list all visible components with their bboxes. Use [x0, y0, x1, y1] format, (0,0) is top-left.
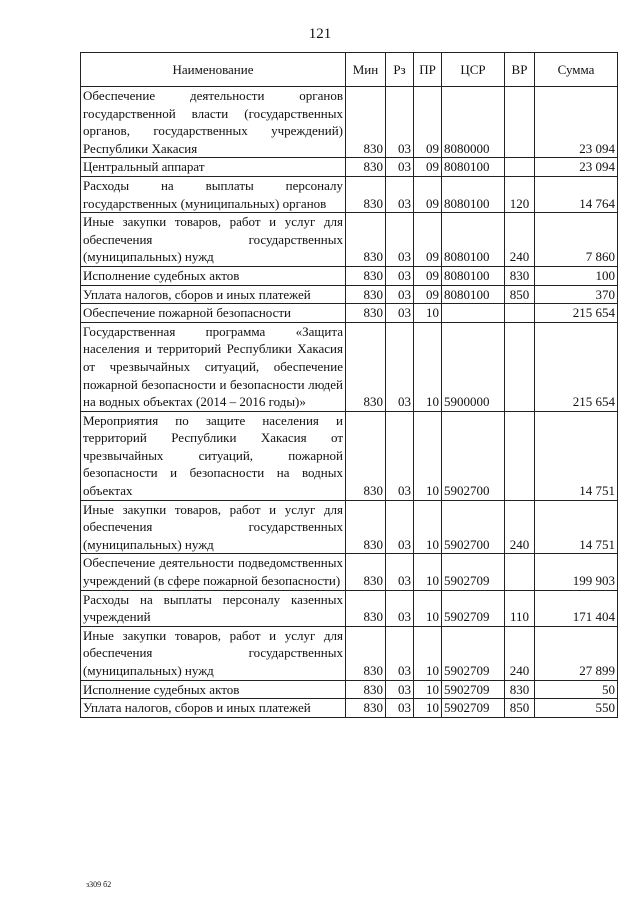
- cell-min: 830: [346, 322, 386, 411]
- cell-csr: 8080100: [442, 213, 505, 267]
- table-row: [81, 87, 618, 158]
- cell-sum: 171 404: [535, 590, 618, 626]
- cell-pr: 09: [414, 213, 442, 267]
- table-body: [81, 87, 618, 718]
- cell-name: Расходы на выплаты персоналу казенных учреждений: [81, 590, 346, 626]
- table-row: [81, 699, 618, 718]
- cell-rz: 03: [386, 554, 414, 590]
- budget-table: [80, 52, 618, 718]
- cell-rz: 03: [386, 213, 414, 267]
- header-csr: ЦСР: [442, 53, 505, 87]
- cell-rz: 03: [386, 500, 414, 554]
- cell-vr: 110: [505, 590, 535, 626]
- table-row: [81, 590, 618, 626]
- cell-pr: 09: [414, 87, 442, 158]
- cell-rz: 03: [386, 322, 414, 411]
- cell-rz: 03: [386, 626, 414, 680]
- table-row: [81, 285, 618, 304]
- header-vr: ВР: [505, 53, 535, 87]
- cell-min: 830: [346, 158, 386, 177]
- cell-name: Центральный аппарат: [81, 158, 346, 177]
- cell-rz: 03: [386, 158, 414, 177]
- cell-name: Исполнение судебных актов: [81, 680, 346, 699]
- cell-pr: 09: [414, 285, 442, 304]
- cell-sum: 215 654: [535, 322, 618, 411]
- cell-pr: 10: [414, 554, 442, 590]
- cell-min: 830: [346, 285, 386, 304]
- cell-csr: 5902709: [442, 699, 505, 718]
- cell-min: 830: [346, 266, 386, 285]
- table-row: [81, 176, 618, 212]
- table-row: [81, 266, 618, 285]
- cell-vr: [505, 304, 535, 323]
- table-row: [81, 626, 618, 680]
- cell-name: Уплата налогов, сборов и иных платежей: [81, 285, 346, 304]
- cell-name: Мероприятия по защите населения и территорий Республики Хакасия от чрезвычайных ситуаций, пожарной безопасности и безопасности на водных объектах: [81, 411, 346, 500]
- cell-min: 830: [346, 304, 386, 323]
- cell-min: 830: [346, 590, 386, 626]
- cell-min: 830: [346, 87, 386, 158]
- cell-name: Исполнение судебных актов: [81, 266, 346, 285]
- cell-csr: 8080000: [442, 87, 505, 158]
- cell-csr: 8080100: [442, 158, 505, 177]
- cell-csr: 5902700: [442, 500, 505, 554]
- cell-vr: 830: [505, 680, 535, 699]
- cell-sum: 23 094: [535, 87, 618, 158]
- cell-pr: 09: [414, 266, 442, 285]
- cell-sum: 14 751: [535, 411, 618, 500]
- cell-min: 830: [346, 680, 386, 699]
- cell-sum: 23 094: [535, 158, 618, 177]
- cell-pr: 10: [414, 411, 442, 500]
- cell-sum: 550: [535, 699, 618, 718]
- cell-csr: 8080100: [442, 285, 505, 304]
- cell-vr: 850: [505, 699, 535, 718]
- cell-vr: 240: [505, 213, 535, 267]
- table-row: [81, 500, 618, 554]
- cell-rz: 03: [386, 304, 414, 323]
- cell-csr: [442, 304, 505, 323]
- cell-pr: 10: [414, 699, 442, 718]
- header-min: Мин: [346, 53, 386, 87]
- cell-rz: 03: [386, 87, 414, 158]
- table-row: [81, 304, 618, 323]
- cell-sum: 199 903: [535, 554, 618, 590]
- cell-vr: 830: [505, 266, 535, 285]
- cell-vr: [505, 322, 535, 411]
- cell-vr: 240: [505, 626, 535, 680]
- cell-pr: 10: [414, 500, 442, 554]
- cell-sum: 27 899: [535, 626, 618, 680]
- cell-sum: 14 751: [535, 500, 618, 554]
- cell-name: Расходы на выплаты персоналу государственных (муниципальных) органов: [81, 176, 346, 212]
- cell-min: 830: [346, 213, 386, 267]
- cell-csr: 8080100: [442, 266, 505, 285]
- cell-rz: 03: [386, 680, 414, 699]
- page-number: 121: [308, 26, 332, 42]
- cell-name: Иные закупки товаров, работ и услуг для обеспечения государственных (муниципальных) нужд: [81, 500, 346, 554]
- cell-vr: [505, 87, 535, 158]
- table-row: [81, 158, 618, 177]
- header-sum: Сумма: [535, 53, 618, 87]
- footer-code: з309 б2: [86, 880, 112, 889]
- table-row: [81, 411, 618, 500]
- cell-vr: 240: [505, 500, 535, 554]
- cell-rz: 03: [386, 699, 414, 718]
- cell-csr: 8080100: [442, 176, 505, 212]
- cell-name: Государственная программа «Защита населения и территорий Республики Хакасия от чрезвычайных ситуаций, обеспечение пожарной безопасности и безопасности людей на водных объектах (2014 – 2016 годы)»: [81, 322, 346, 411]
- cell-vr: 120: [505, 176, 535, 212]
- cell-csr: 5902709: [442, 554, 505, 590]
- cell-sum: 50: [535, 680, 618, 699]
- cell-pr: 10: [414, 304, 442, 323]
- cell-pr: 10: [414, 680, 442, 699]
- cell-min: 830: [346, 699, 386, 718]
- cell-min: 830: [346, 500, 386, 554]
- cell-vr: 850: [505, 285, 535, 304]
- cell-pr: 10: [414, 590, 442, 626]
- cell-min: 830: [346, 411, 386, 500]
- cell-name: Иные закупки товаров, работ и услуг для обеспечения государственных (муниципальных) нужд: [81, 213, 346, 267]
- cell-sum: 14 764: [535, 176, 618, 212]
- cell-vr: [505, 411, 535, 500]
- header-name: Наименование: [81, 53, 346, 87]
- cell-rz: 03: [386, 176, 414, 212]
- cell-csr: 5902709: [442, 626, 505, 680]
- cell-pr: 10: [414, 626, 442, 680]
- table-row: [81, 322, 618, 411]
- table-row: [81, 680, 618, 699]
- cell-csr: 5902700: [442, 411, 505, 500]
- cell-name: Обеспечение деятельности органов государственной власти (государственных органов, государственных учреждений) Республики Хакасия: [81, 87, 346, 158]
- cell-vr: [505, 158, 535, 177]
- cell-rz: 03: [386, 590, 414, 626]
- cell-pr: 09: [414, 158, 442, 177]
- cell-name: Обеспечение деятельности подведомственных учреждений (в сфере пожарной безопасности): [81, 554, 346, 590]
- cell-name: Обеспечение пожарной безопасности: [81, 304, 346, 323]
- cell-csr: 5902709: [442, 590, 505, 626]
- cell-name: Иные закупки товаров, работ и услуг для обеспечения государственных (муниципальных) нужд: [81, 626, 346, 680]
- cell-csr: 5900000: [442, 322, 505, 411]
- cell-sum: 7 860: [535, 213, 618, 267]
- cell-pr: 09: [414, 176, 442, 212]
- cell-rz: 03: [386, 285, 414, 304]
- cell-sum: 100: [535, 266, 618, 285]
- cell-vr: [505, 554, 535, 590]
- cell-min: 830: [346, 626, 386, 680]
- cell-min: 830: [346, 176, 386, 212]
- cell-pr: 10: [414, 322, 442, 411]
- table-row: [81, 554, 618, 590]
- table-row: [81, 213, 618, 267]
- cell-rz: 03: [386, 266, 414, 285]
- cell-sum: 370: [535, 285, 618, 304]
- cell-rz: 03: [386, 411, 414, 500]
- cell-name: Уплата налогов, сборов и иных платежей: [81, 699, 346, 718]
- cell-csr: 5902709: [442, 680, 505, 699]
- header-rz: Рз: [386, 53, 414, 87]
- cell-sum: 215 654: [535, 304, 618, 323]
- cell-min: 830: [346, 554, 386, 590]
- header-pr: ПР: [414, 53, 442, 87]
- table-header-row: [81, 53, 618, 87]
